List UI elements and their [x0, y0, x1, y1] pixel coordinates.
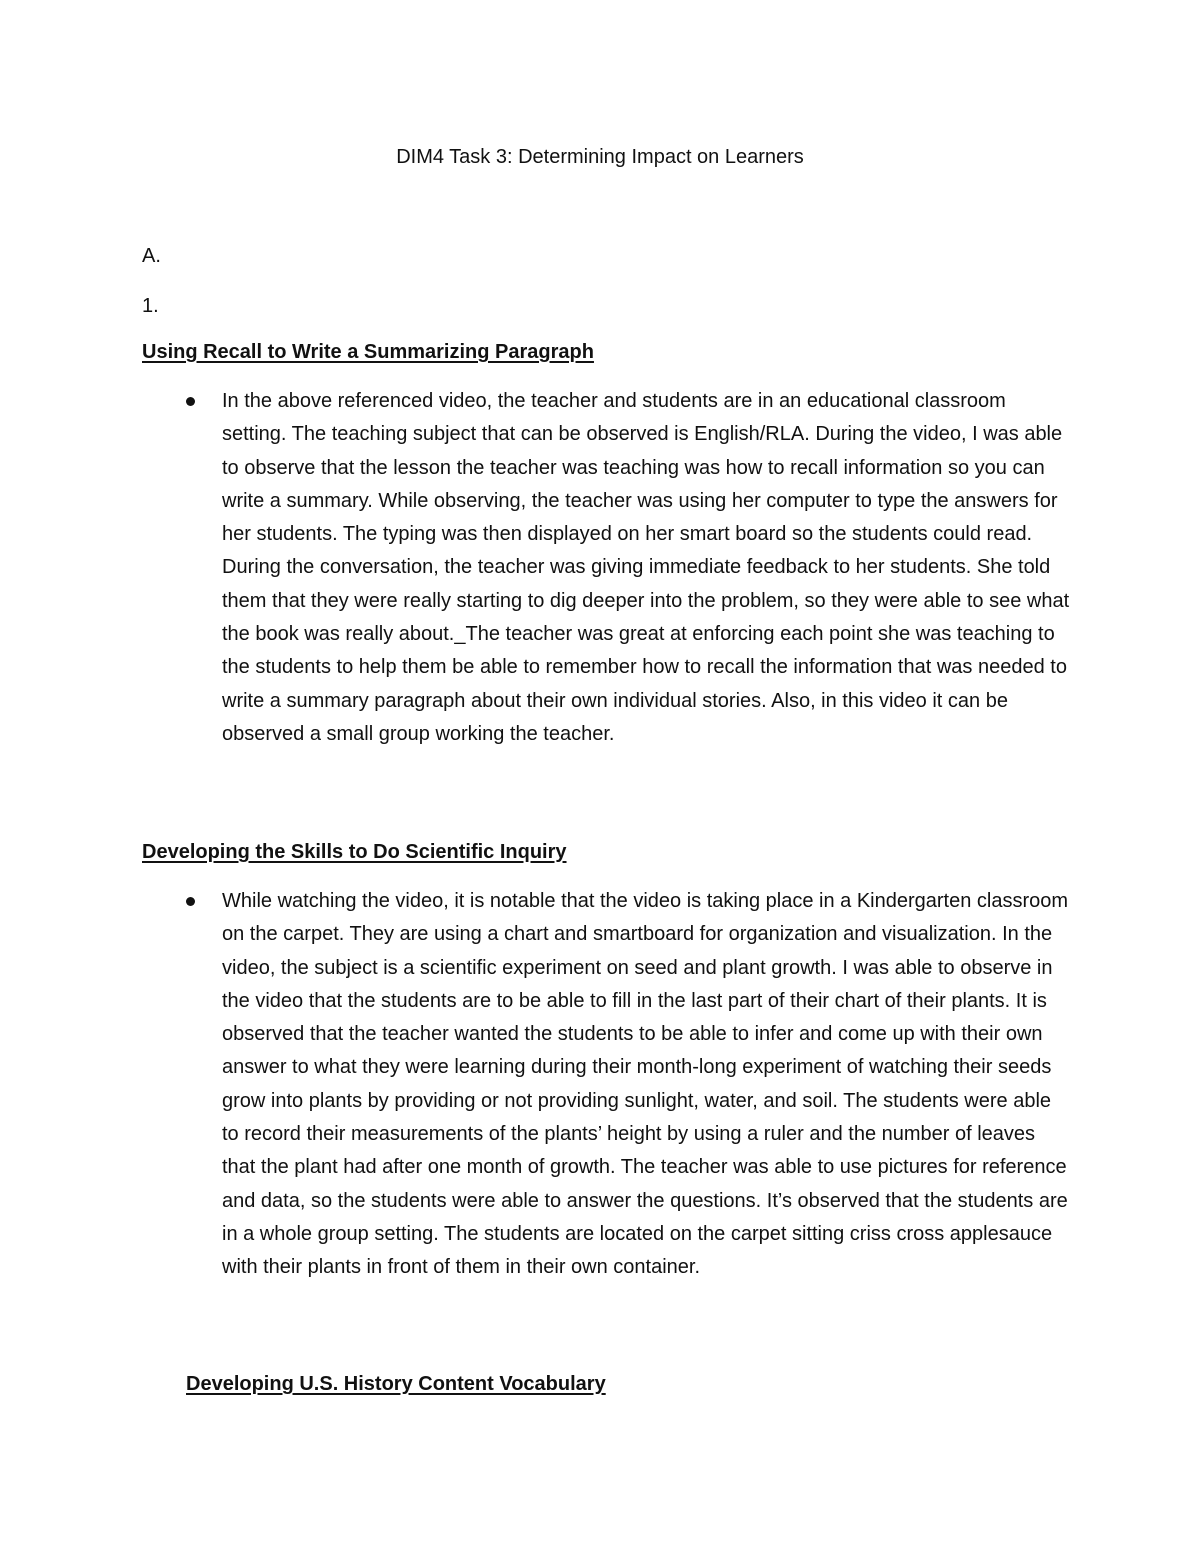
section-heading-us-history: Developing U.S. History Content Vocabulary [186, 1373, 606, 1395]
bullet-item-scientific-inquiry [142, 885, 1072, 1285]
bullet-icon [186, 397, 195, 406]
document-title: DIM4 Task 3: Determining Impact on Learners [396, 146, 804, 168]
item-label: 1. [142, 295, 159, 317]
section-label: A. [142, 245, 161, 267]
section-heading-recall: Using Recall to Write a Summarizing Paragraph [142, 341, 594, 363]
section-heading-scientific-inquiry: Developing the Skills to Do Scientific Inquiry [142, 841, 567, 863]
bullet-text-scientific-inquiry: While watching the video, it is notable that the video is taking place in a Kindergarten classroom on the carpet. They are using a chart and smartboard for organization and visualization. In the video, the subject is a scientific experiment on seed and plant growth. I was able to observe in the video that the students are to be able to fill in the last part of their chart of their plants. It is observed that the teacher wanted the students to be able to infer and come up with their own answer to what they were learning during their month-long experiment of watching their seeds grow into plants by providing or not providing sunlight, water, and soil. The students were able to record their measurements of the plants’ height by using a ruler and the number of leaves that the plant had after one month of growth. The teacher was able to use pictures for reference and data, so the students were able to answer the questions. It’s observed that the students are in a whole group setting. The students are located on the carpet sitting criss cross applesauce with their plants in front of them in their own container. [222, 890, 1069, 1279]
bullet-item-recall [142, 385, 1072, 751]
bullet-text-recall: In the above referenced video, the teacher and students are in an educational classroom setting. The teaching subject that can be observed is English/RLA. During the video, I was able to observe that the lesson the teacher was teaching was how to recall information so you can write a summary. While observing, the teacher was using her computer to type the answers for her students. The typing was then displayed on her smart board so the students could read. During the conversation, the teacher was giving immediate feedback to her students. She told them that they were really starting to dig deeper into the problem, so they were able to see what the book was really about._The teacher was great at enforcing each point she was teaching to the students to help them be able to remember how to recall the information that was needed to write a summary paragraph about their own individual stories. Also, in this video it can be observed a small group working the teacher. [222, 390, 1070, 745]
bullet-icon [186, 897, 195, 906]
